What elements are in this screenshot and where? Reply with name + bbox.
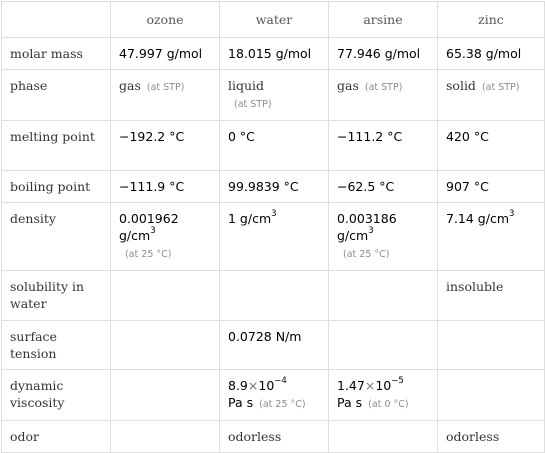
column-header-water: water bbox=[220, 2, 329, 38]
cell-solubility-zinc: insoluble bbox=[438, 271, 545, 321]
cell-boiling-point-ozone: −111.9 °C bbox=[111, 171, 220, 203]
cell-molar-mass-zinc: 65.38 g/mol bbox=[438, 38, 545, 70]
row-label-boiling-point: boiling point bbox=[2, 171, 111, 203]
phase-value: gas bbox=[337, 78, 359, 93]
density-value: 1 g/cm bbox=[228, 211, 272, 226]
condition-note: (at 0 °C) bbox=[368, 399, 409, 410]
density-unit: g/cm bbox=[337, 228, 369, 243]
phase-value: liquid bbox=[228, 78, 265, 93]
cell-odor-zinc: odorless bbox=[438, 421, 545, 453]
unit-exponent: 3 bbox=[509, 208, 515, 219]
cell-surface-tension-water: 0.0728 N/m bbox=[220, 321, 329, 370]
condition-note: (at 25 °C) bbox=[259, 399, 306, 410]
row-melting-point bbox=[2, 121, 545, 171]
row-label-odor: odor bbox=[2, 421, 111, 453]
cell-surface-tension-arsine bbox=[329, 321, 438, 370]
cell-dynamic-viscosity-zinc bbox=[438, 370, 545, 421]
cell-surface-tension-zinc bbox=[438, 321, 545, 370]
condition-note: (at STP) bbox=[364, 82, 403, 93]
cell-melting-point-arsine: −111.2 °C bbox=[329, 121, 438, 171]
condition-note: (at STP) bbox=[481, 82, 520, 93]
row-odor bbox=[2, 421, 545, 453]
viscosity-unit: Pa s bbox=[228, 395, 254, 410]
viscosity-mantissa: 1.47 bbox=[337, 378, 365, 393]
viscosity-mantissa: 8.9 bbox=[228, 378, 248, 393]
cell-boiling-point-zinc: 907 °C bbox=[438, 171, 545, 203]
cell-density-water bbox=[220, 203, 329, 271]
cell-molar-mass-ozone: 47.997 g/mol bbox=[111, 38, 220, 70]
cell-density-arsine bbox=[329, 203, 438, 271]
cell-density-ozone bbox=[111, 203, 220, 271]
viscosity-base: 10 bbox=[258, 378, 275, 393]
condition-note: (at STP) bbox=[146, 82, 185, 93]
condition-note: (at STP) bbox=[234, 99, 272, 110]
cell-melting-point-ozone: −192.2 °C bbox=[111, 121, 220, 171]
cell-melting-point-water: 0 °C bbox=[220, 121, 329, 171]
row-label-melting-point: melting point bbox=[2, 121, 111, 171]
column-header-ozone: ozone bbox=[111, 2, 220, 38]
unit-exponent: 3 bbox=[271, 208, 277, 219]
column-header-arsine: arsine bbox=[329, 2, 438, 38]
viscosity-base: 10 bbox=[375, 378, 392, 393]
row-solubility bbox=[2, 271, 545, 321]
cell-surface-tension-ozone bbox=[111, 321, 220, 370]
density-unit: g/cm bbox=[119, 228, 151, 243]
phase-value: gas bbox=[119, 78, 141, 93]
cell-odor-water: odorless bbox=[220, 421, 329, 453]
row-label-surface-tension: surface tension bbox=[2, 321, 111, 370]
phase-value: solid bbox=[446, 78, 476, 93]
row-density bbox=[2, 203, 545, 271]
cell-molar-mass-water: 18.015 g/mol bbox=[220, 38, 329, 70]
row-label-solubility: solubility in water bbox=[2, 271, 111, 321]
cell-boiling-point-arsine: −62.5 °C bbox=[329, 171, 438, 203]
row-dynamic-viscosity bbox=[2, 370, 545, 421]
density-value: 0.001962 bbox=[119, 211, 179, 226]
unit-exponent: 3 bbox=[150, 225, 156, 236]
viscosity-exponent: −5 bbox=[391, 375, 404, 386]
viscosity-unit: Pa s bbox=[337, 395, 363, 410]
cell-phase-zinc bbox=[438, 70, 545, 121]
cell-solubility-arsine bbox=[329, 271, 438, 321]
cell-phase-arsine bbox=[329, 70, 438, 121]
cell-density-zinc bbox=[438, 203, 545, 271]
cell-molar-mass-arsine: 77.946 g/mol bbox=[329, 38, 438, 70]
row-molar-mass bbox=[2, 38, 545, 70]
density-value: 0.003186 bbox=[337, 211, 397, 226]
row-label-dynamic-viscosity: dynamic viscosity bbox=[2, 370, 111, 421]
column-header-zinc: zinc bbox=[438, 2, 545, 38]
cell-odor-arsine bbox=[329, 421, 438, 453]
row-label-density: density bbox=[2, 203, 111, 271]
row-label-phase: phase bbox=[2, 70, 111, 121]
cell-solubility-ozone bbox=[111, 271, 220, 321]
cell-dynamic-viscosity-water bbox=[220, 370, 329, 421]
times-sign: × bbox=[247, 378, 259, 393]
cell-melting-point-zinc: 420 °C bbox=[438, 121, 545, 171]
cell-boiling-point-water: 99.9839 °C bbox=[220, 171, 329, 203]
unit-exponent: 3 bbox=[368, 225, 374, 236]
row-phase bbox=[2, 70, 545, 121]
cell-phase-water bbox=[220, 70, 329, 121]
cell-dynamic-viscosity-ozone bbox=[111, 370, 220, 421]
cell-odor-ozone bbox=[111, 421, 220, 453]
corner-cell bbox=[2, 2, 111, 38]
cell-phase-ozone bbox=[111, 70, 220, 121]
condition-note: (at 25 °C) bbox=[125, 249, 172, 260]
condition-note: (at 25 °C) bbox=[343, 249, 390, 260]
header-row bbox=[2, 2, 545, 38]
viscosity-exponent: −4 bbox=[274, 375, 287, 386]
row-label-molar-mass: molar mass bbox=[2, 38, 111, 70]
density-value: 7.14 g/cm bbox=[446, 211, 510, 226]
row-boiling-point bbox=[2, 171, 545, 203]
row-surface-tension bbox=[2, 321, 545, 370]
times-sign: × bbox=[364, 378, 376, 393]
cell-solubility-water bbox=[220, 271, 329, 321]
properties-table bbox=[1, 1, 545, 453]
cell-dynamic-viscosity-arsine bbox=[329, 370, 438, 421]
